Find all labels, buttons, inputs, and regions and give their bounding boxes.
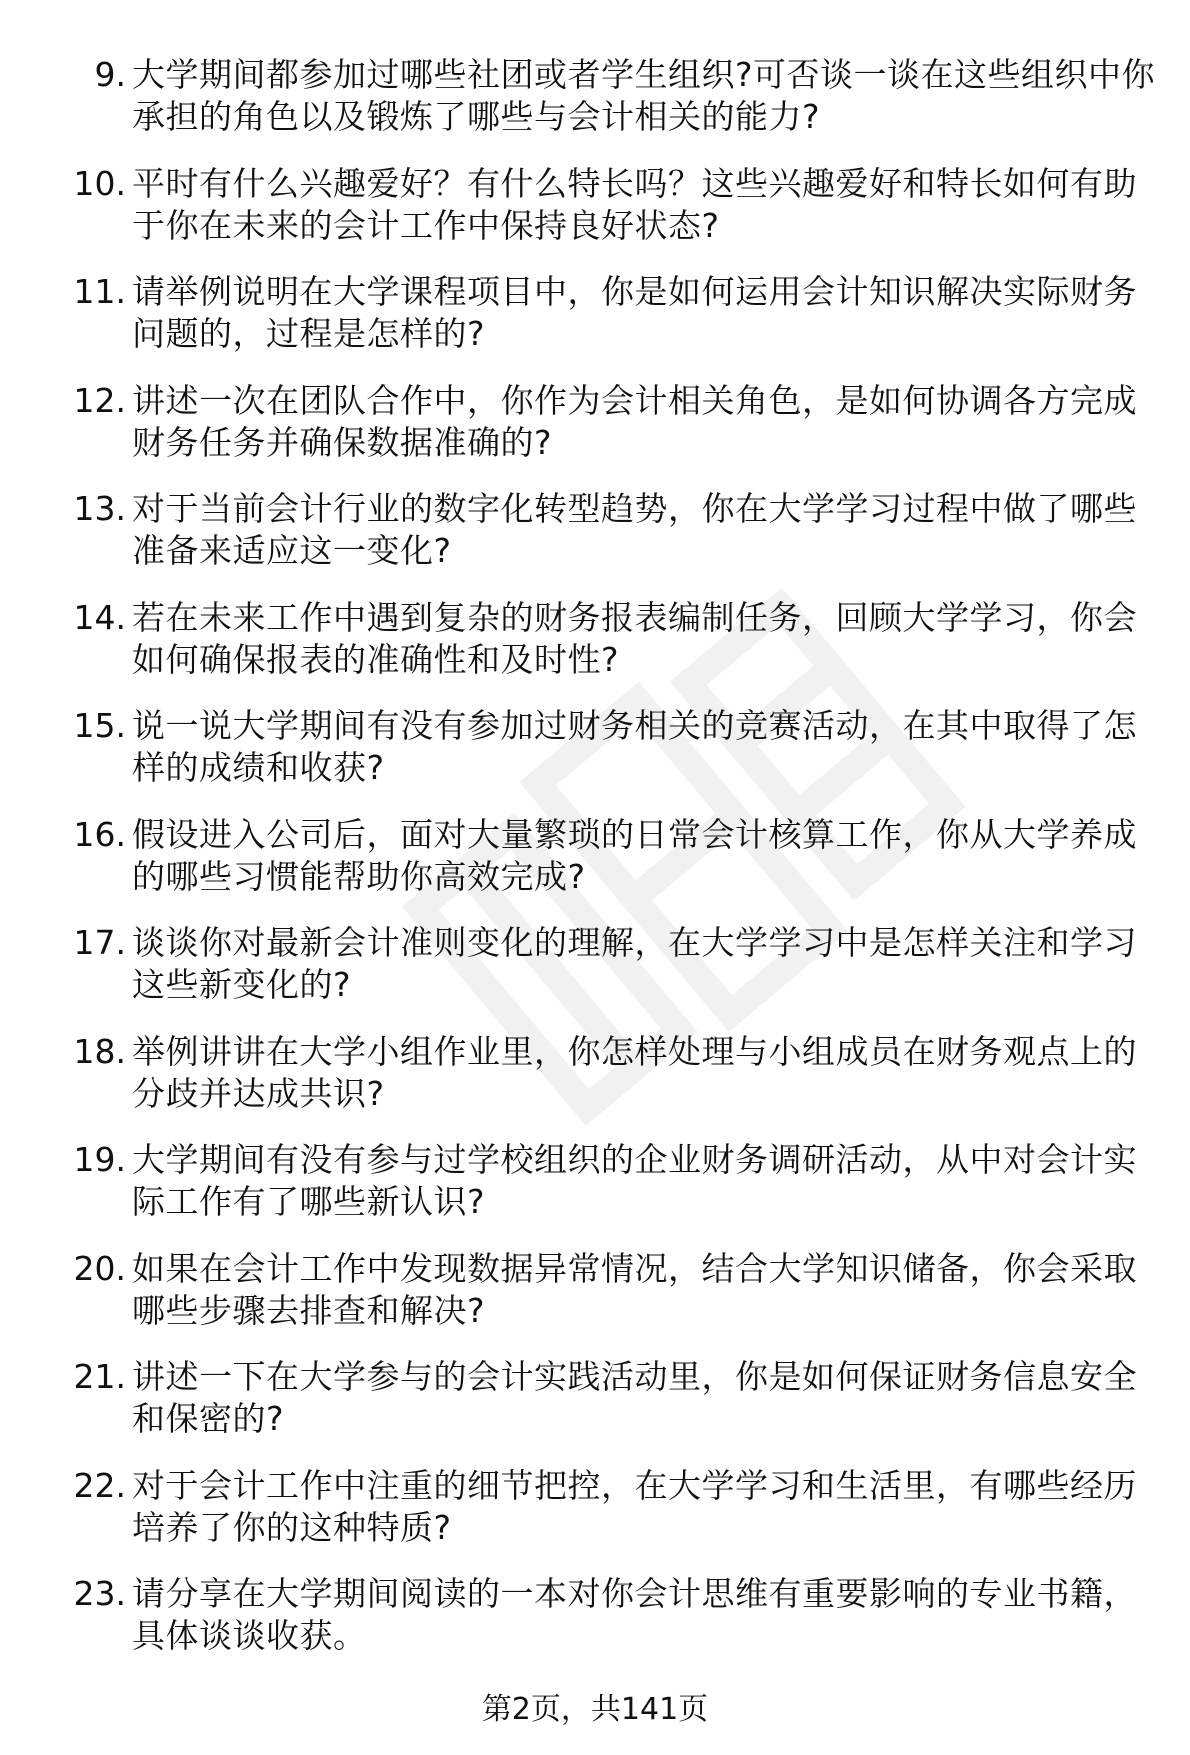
page-number-footer: 第2页，共141页 [481,1692,709,1727]
question-number: 18. [73,1031,126,1071]
question-number: 20. [73,1248,126,1288]
question-text: 请分享在大学期间阅读的一本对你会计思维有重要影响的专业书籍，具体谈谈收获。 [132,1574,1137,1655]
question-text: 对于当前会计行业的数字化转型趋势，你在大学学习过程中做了哪些准备来适应这一变化? [132,489,1137,570]
question-number: 19. [73,1140,126,1179]
question-text: 大学期间都参加过哪些社团或者学生组织?可否谈一谈在这些组织中你承担的角色以及锻炼了哪些与会计相关的能力? [132,55,1156,136]
question-text: 讲述一下在大学参与的会计实践活动里，你是如何保证财务信息安全和保密的? [132,1357,1137,1438]
question-number: 21. [73,1357,126,1396]
question-text: 大学期间有没有参与过学校组织的企业财务调研活动，从中对会计实际工作有了哪些新认识? [132,1140,1137,1221]
question-item [0,701,1190,810]
question-item [0,810,1190,919]
question-number: 9. [94,55,126,94]
question-item [0,50,1190,159]
question-text: 举例讲讲在大学小组作业里，你怎样处理与小组成员在财务观点上的分歧并达成共识? [132,1031,1137,1113]
question-text: 假设进入公司后，面对大量繁琐的日常会计核算工作，你从大学养成的哪些习惯能帮助你高效完成? [132,814,1137,896]
question-item [0,918,1190,1027]
question-text: 讲述一次在团队合作中，你作为会计相关角色，是如何协调各方完成财务任务并确保数据准确的? [132,380,1137,462]
question-item [0,267,1190,376]
question-item [0,1352,1190,1461]
question-item [0,484,1190,593]
question-text: 若在未来工作中遇到复杂的财务报表编制任务，回顾大学学习，你会如何确保报表的准确性和及时性? [132,597,1137,679]
question-text: 如果在会计工作中发现数据异常情况，结合大学知识储备，你会采取哪些步骤去排查和解决? [132,1248,1137,1330]
question-number: 11. [73,272,126,311]
question-text: 说一说大学期间有没有参加过财务相关的竞赛活动，在其中取得了怎样的成绩和收获? [132,706,1137,787]
question-number: 10. [73,163,126,203]
question-item [0,376,1190,485]
question-number: 16. [73,814,126,854]
question-number: 15. [73,706,126,745]
question-text: 请举例说明在大学课程项目中，你是如何运用会计知识解决实际财务问题的，过程是怎样的? [132,272,1137,353]
question-number: 14. [73,597,126,637]
question-item [0,159,1190,268]
question-item [0,593,1190,702]
question-item [0,1027,1190,1136]
question-item [0,1569,1190,1678]
question-number: 17. [73,923,126,962]
question-item [0,1244,1190,1353]
question-text: 平时有什么兴趣爱好？有什么特长吗？这些兴趣爱好和特长如何有助于你在未来的会计工作中保持良好状态? [132,163,1137,245]
question-list [0,50,1190,1678]
question-number: 13. [73,489,126,528]
question-number: 22. [73,1465,126,1505]
question-item [0,1461,1190,1570]
question-text: 谈谈你对最新会计准则变化的理解，在大学学习中是怎样关注和学习这些新变化的? [132,923,1137,1004]
question-number: 23. [73,1574,126,1613]
question-item [0,1135,1190,1244]
question-number: 12. [73,380,126,420]
question-text: 对于会计工作中注重的细节把控，在大学学习和生活里，有哪些经历培养了你的这种特质? [132,1465,1137,1547]
